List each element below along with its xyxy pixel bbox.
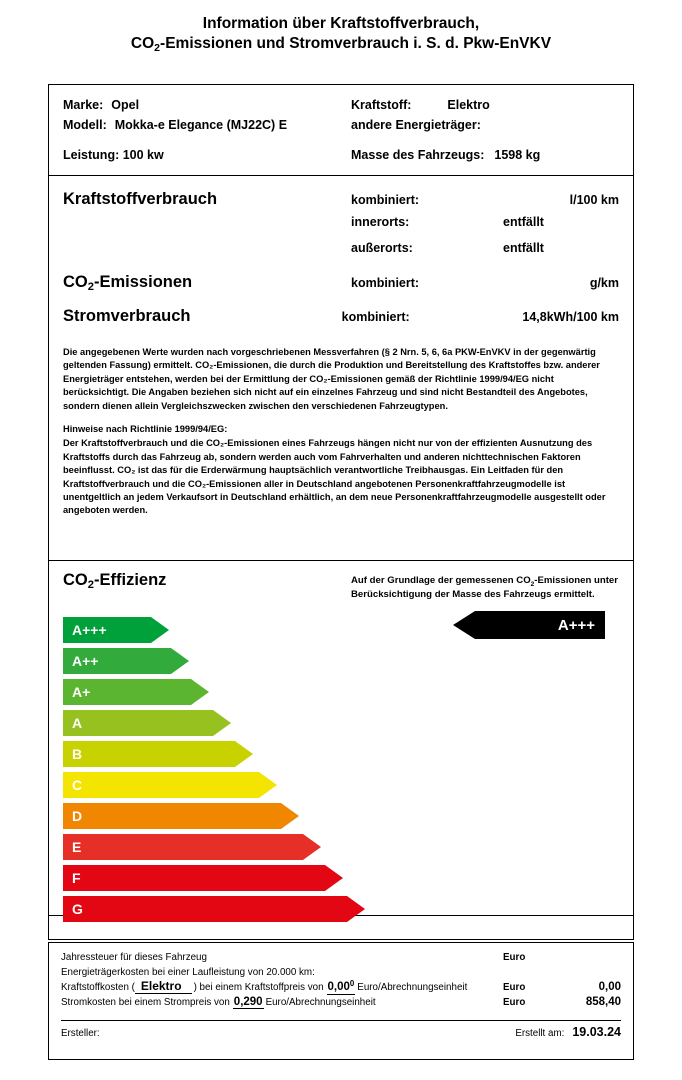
efficiency-class-row [49,739,633,770]
kraftstoffkosten-prefix: Kraftstoffkosten ( [61,982,135,993]
efficiency-class-label: F [63,865,325,891]
efficiency-class-label: E [63,834,303,860]
row-jahressteuer [61,950,621,965]
row-leistung [63,145,619,165]
row-stromverbrauch [63,303,619,330]
efficiency-class-bar [63,710,231,736]
efficiency-class-row [49,646,633,677]
efficiency-rating-label: A+++ [557,616,595,634]
modell-value: Mokka-e Elegance (MJ22C) E [114,118,288,132]
kraftstoffverbrauch-unit: l/100 km [569,193,619,207]
kraftstoffkosten-mid: ) bei einem Kraftstoffpreis von [193,982,324,993]
efficiency-class-label: A+ [63,679,191,705]
kraftstoffkosten-value: 0,00 [598,981,621,993]
costs-section [49,943,633,1045]
efficiency-class-bar [63,772,277,798]
innerorts-label: innerorts: [351,215,410,229]
bar-arrow-tip [235,741,253,767]
co2-kombiniert-label: kombiniert: [351,276,420,290]
bar-arrow-tip [191,679,209,705]
note-paragraph-2: Der Kraftstoffverbrauch und die CO₂-Emissionen eines Fahrzeugs hängen nicht nur von der effizienten Ausnutzung des Kraftstoffs durch das Fahrzeug ab, sondern werden auch vom Fahrverhalten und anderen nichttechnischen Faktoren beeinflusst. CO₂ ist das für die Erderwärmung hauptsächlich verantwortliche Treibhausgas. Ein Leitfaden für den Kraftstoffverbrauch und die CO₂-Emissionen aller in Deutschland angebotenen Personenkraftfahrzeugmodelle ist unentgeltlich an jedem Verkaufsort in Deutschland erhältlich, an dem neue Personenkraftfahrzeugmodelle ausgestellt oder angeboten werden. [63,438,606,516]
note-paragraph-1: Die angegebenen Werte wurden nach vorgeschriebenen Messverfahren (§ 2 Nrn. 5, 6, 6a PKW-EnVKV in der gegenwärtig geltenden Fassung) ermittelt. CO₂-Emissionen, die durch die Produktion und Bereitstellung des Kraftstoffes bzw. anderer Energieträger entstehen, werden bei der Ermittlung der CO₂-Emissionen gemäß der Richtlinie 1999/94/EG nicht berücksichtigt. Die Angaben beziehen sich nicht auf ein einzelnes Fahrzeug und sind nicht Bestandteil des Angebotes, sondern dienen allein Vergleichszwecken zwischen den verschiedenen Fahrzeugtypen. [63,347,600,411]
consumption-section [49,176,633,338]
andere-energietraeger-label: andere Energieträger: [351,118,481,132]
efficiency-class-bar [63,803,299,829]
efficiency-class-label: A++ [63,648,171,674]
stromkosten-currency: Euro [503,997,526,1008]
row-stromkosten [61,995,621,1010]
kraftstoffverbrauch-title: Kraftstoffverbrauch [63,190,218,208]
stromkosten-value: 858,40 [585,996,621,1008]
title-line-1: Information über Kraftstoffverbrauch, [202,15,480,32]
kraftstoff-label: Kraftstoff: [351,98,412,112]
efficiency-class-bar [63,834,321,860]
efficiency-class-row [49,863,633,894]
efficiency-class-row [49,677,633,708]
note-heading-2: Hinweise nach Richtlinie 1999/94/EG: [63,424,228,435]
ausserorts-label: außerorts: [351,241,413,255]
marke-label: Marke: [63,98,104,112]
kraftstoffkosten-price: 0,00$^0$ [327,979,355,993]
masse-label: Masse des Fahrzeugs: [351,148,485,162]
row-kraftstoffkosten [61,980,621,995]
stromkosten-price: 0,290 [233,996,263,1008]
legal-notes-section [49,338,633,528]
strom-unit: kWh/100 km [546,310,619,324]
kraftstoff-value: Elektro [447,98,490,112]
leistung-label: Leistung: 100 kw [63,148,164,162]
efficiency-class-label: A+++ [63,617,151,643]
row-innerorts [63,209,619,235]
stromkosten-prefix: Stromkosten bei einem Strompreis von [61,997,230,1008]
row-modell [63,115,619,135]
efficiency-class-label: B [63,741,235,767]
co2-emissionen-title: $CO_2$-Emissionen [63,273,193,293]
page-title [0,0,682,55]
efficiency-class-label: D [63,803,281,829]
ersteller-label: Ersteller: [61,1028,100,1039]
bar-arrow-tip [171,648,189,674]
masse-value: 1598 kg [494,148,541,162]
bar-arrow-tip [347,896,365,922]
bar-arrow-tip [303,834,321,860]
co2-unit: g/km [589,276,619,290]
efficiency-class-row [49,708,633,739]
efficiency-class-bar [63,865,343,891]
row-ausserorts [63,235,619,261]
kraftstoffkosten-fuel: Elektro [135,980,192,994]
efficiency-class-label: C [63,772,259,798]
efficiency-class-row [49,770,633,801]
efficiency-class-label: A [63,710,213,736]
efficiency-note: Auf der Grundlage der gemessenen $CO_2$-Emissionen unter Berücksichtigung der Masse des Fahrzeugs ermittelt. [351,575,618,600]
bar-arrow-tip [213,710,231,736]
efficiency-class-bars [49,609,633,935]
jahressteuer-label: Jahressteuer für dieses Fahrzeug [61,952,207,963]
energietraegerkosten-label: Energieträgerkosten bei einer Laufleistung von 20.000 km: [61,967,315,978]
strom-value: 14,8 [522,310,547,324]
efficiency-header [49,561,633,609]
modell-label: Modell: [63,118,107,132]
kraftstoffverbrauch-kombiniert-label: kombiniert: [351,193,420,207]
jahressteuer-currency: Euro [503,952,526,963]
efficiency-class-bar [63,617,169,643]
co2-efficiency-frame [48,560,634,940]
bar-arrow-tip [281,803,299,829]
erstellt-am-value: 19.03.24 [572,1025,621,1039]
bar-arrow-tip [325,865,343,891]
kraftstoffkosten-currency: Euro [503,982,526,993]
row-energietraegerkosten [61,965,621,980]
costs-frame [48,942,634,1060]
efficiency-class-bar [63,741,253,767]
efficiency-class-bar [63,679,209,705]
stromkosten-unit: Euro/Abrechnungseinheit [265,997,376,1008]
row-co2-emissionen [63,269,619,297]
efficiency-class-bar [63,896,365,922]
row-marke [63,95,619,115]
row-ersteller [61,1020,621,1041]
efficiency-class-row [49,801,633,832]
efficiency-title: $CO_2$-Effizienz [63,571,167,591]
efficiency-class-label: G [63,896,347,922]
bar-arrow-tip [259,772,277,798]
vehicle-identity-section [49,85,633,175]
stromverbrauch-title: Stromverbrauch [63,307,191,325]
innerorts-value: entfällt [503,215,544,229]
ausserorts-value: entfällt [503,241,544,255]
marke-value: Opel [111,98,140,112]
title-line-2: $CO_2$-Emissionen und Stromverbrauch i. S. d. Pkw-EnVKV [130,35,552,54]
bar-arrow-tip [151,617,169,643]
efficiency-class-row [49,615,633,646]
efficiency-class-row [49,832,633,863]
erstellt-am-label: Erstellt am: [515,1028,565,1039]
strom-kombiniert-label: kombiniert: [341,310,410,324]
efficiency-class-bar [63,648,189,674]
kraftstoffkosten-unit: Euro/Abrechnungseinheit [357,982,468,993]
efficiency-class-row [49,894,633,925]
